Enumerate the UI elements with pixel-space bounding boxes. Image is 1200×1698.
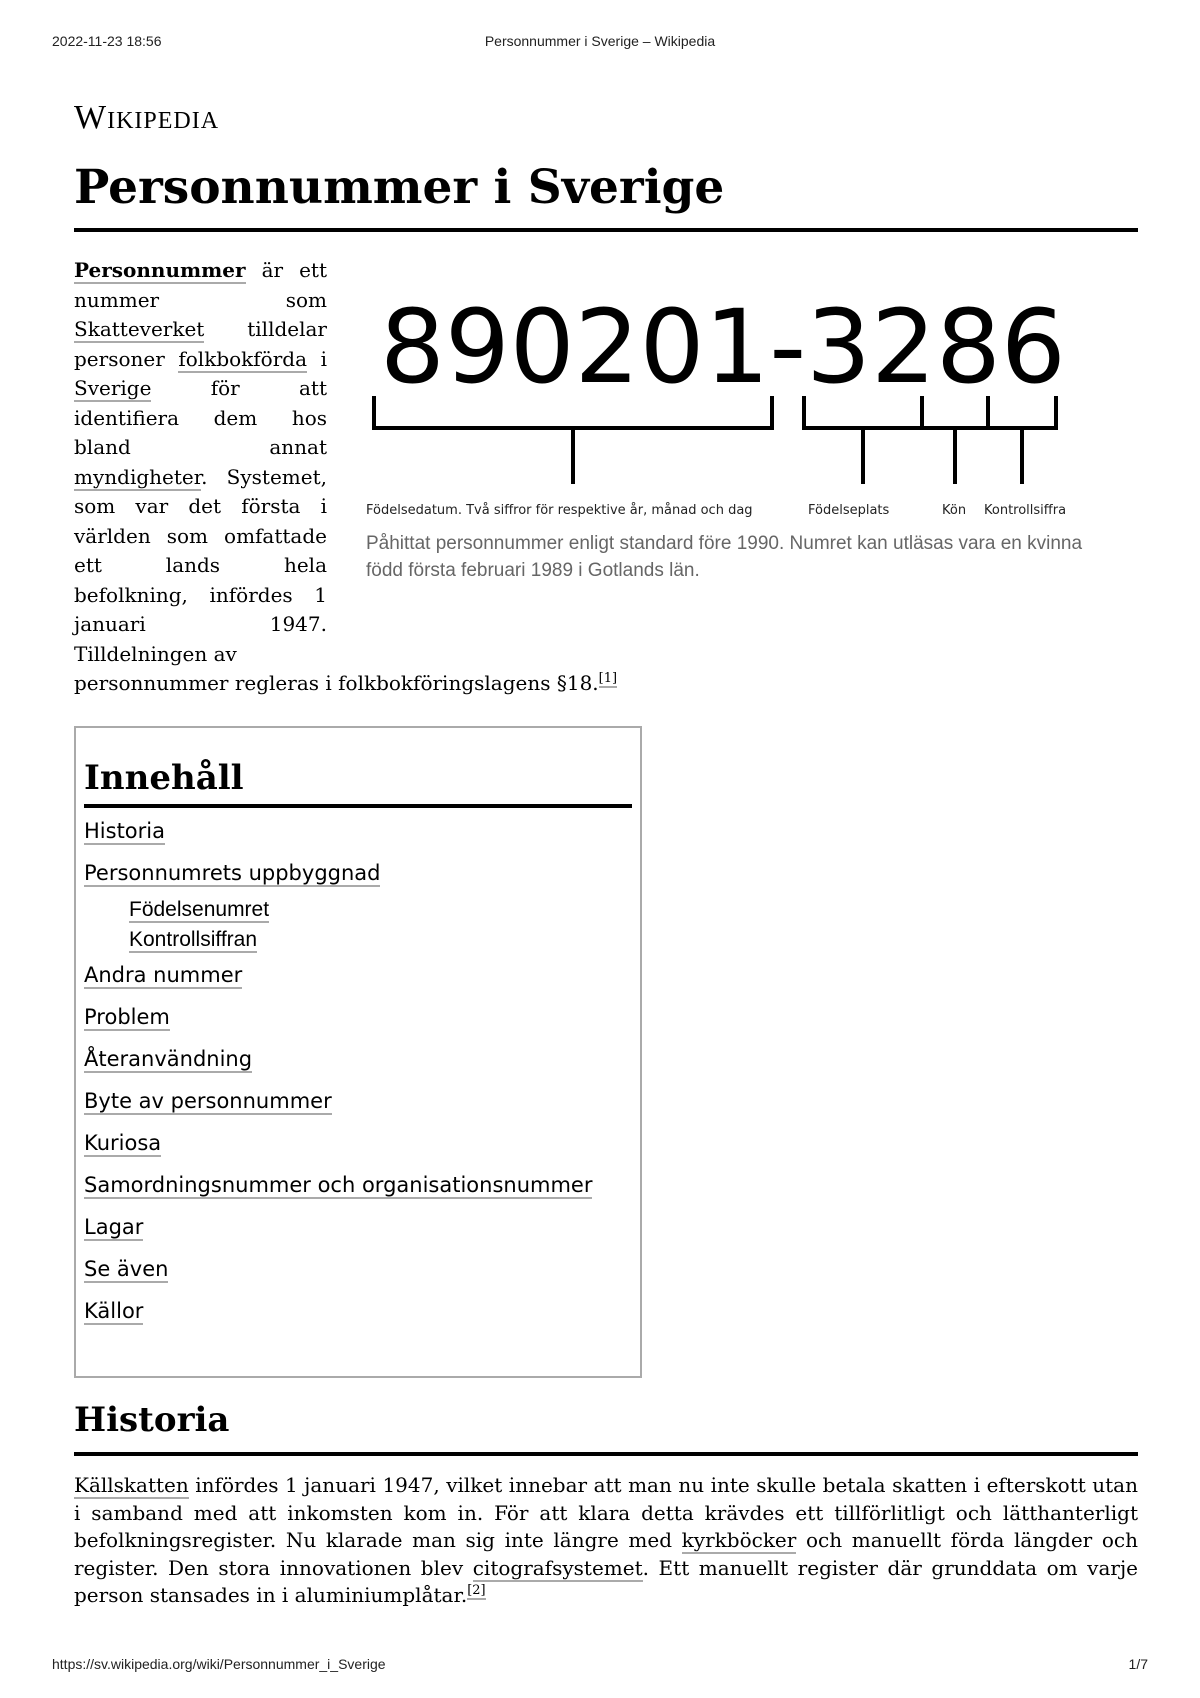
lead-text-5: . Systemet, som var det första i världen som omfattade ett lands hela befolkning, infördes 1 januari 1947. Tilldelningen av (74, 464, 327, 666)
toc-link[interactable]: Samordningsnummer och organisationsnummer (84, 1173, 593, 1197)
print-url: https://sv.wikipedia.org/wiki/Personnummer_i_Sverige (52, 1656, 386, 1672)
historia-text-1: infördes 1 januari 1947, vilket innebar att man nu inte skulle betala skatten i efterskott utan i samband med att inkomsten kom in. För att klara detta krävdes ett tillförlitligt och lätthanterligt befolkningsregister. Nu klarade man sig inte längre med (74, 1473, 1138, 1552)
lead-paragraph (74, 256, 327, 669)
link-citografsystemet[interactable]: citografsystemet (472, 1555, 643, 1580)
toc-item (84, 1172, 632, 1199)
toc-subitem (84, 926, 632, 953)
link-skatteverket[interactable]: Skatteverket (74, 317, 205, 341)
label-birthdate: Födelsedatum. Två siffror för respektive år, månad och dag (366, 503, 753, 518)
section-heading-historia: Historia (74, 1396, 1138, 1456)
reference-1[interactable]: [1] (598, 671, 618, 687)
link-sverige[interactable]: Sverige (74, 376, 152, 400)
toc-link[interactable]: Födelsenumret (129, 898, 270, 921)
link-folkbokforda[interactable]: folkbokförda (178, 346, 308, 371)
toc-link[interactable]: Lagar (84, 1215, 144, 1239)
toc-item (84, 1130, 632, 1157)
toc-list (84, 818, 632, 1325)
lead-paragraph-end (74, 669, 1138, 699)
toc-item (84, 1046, 632, 1073)
link-kallskatten[interactable]: Källskatten (74, 1473, 189, 1497)
toc-item (84, 1256, 632, 1283)
reference-2[interactable]: [2] (467, 1583, 486, 1599)
article (74, 96, 1138, 1607)
print-footer (52, 1656, 1148, 1676)
toc-link[interactable]: Återanvändning (84, 1047, 253, 1071)
lead-text-4: för att identifiera dem hos bland annat (74, 376, 327, 459)
print-date: 2022-11-23 18:56 (52, 33, 162, 49)
print-header (52, 33, 1148, 53)
toc-link[interactable]: Personnumrets uppbyggnad (84, 861, 381, 885)
personnummer-figure (366, 286, 1106, 584)
toc-subitem (84, 896, 632, 923)
lead-text-6: personnummer regleras i folkbokföringslagens §18. (74, 671, 599, 695)
toc-item (84, 1214, 632, 1241)
toc-item (84, 1298, 632, 1325)
print-page-number: 1/7 (1128, 1656, 1148, 1672)
page-title: Personnummer i Sverige (74, 158, 1138, 232)
bracket-lines (374, 396, 1056, 484)
toc-item (84, 1004, 632, 1031)
lead-term[interactable]: Personnummer (74, 258, 246, 282)
diagram-labels (366, 496, 1106, 526)
figure-caption: Påhittat personnummer enligt standard före 1990. Numret kan utläsas vara en kvinna född första februari 1989 i Gotlands län. (366, 533, 1083, 581)
historia-paragraph (74, 1472, 1138, 1610)
toc-link[interactable]: Historia (84, 819, 165, 843)
toc-item (84, 1088, 632, 1115)
toc-link[interactable]: Byte av personnummer (84, 1089, 332, 1113)
toc-item (84, 860, 632, 887)
toc-link[interactable]: Se även (84, 1257, 169, 1281)
toc-item (84, 962, 632, 989)
historia-text-2: och manuellt förda längder och register. Den stora innovationen blev (74, 1528, 1138, 1580)
label-checksum: Kontrollsiffra (984, 503, 1067, 518)
toc-link[interactable]: Andra nummer (84, 963, 243, 987)
lead-text-3: i (307, 346, 327, 371)
personnummer-diagram (366, 286, 1106, 496)
table-of-contents (74, 726, 642, 1378)
label-gender: Kön (942, 503, 967, 518)
lead-text-1: är ett nummer som (74, 258, 327, 312)
link-myndigheter[interactable]: myndigheter (74, 464, 202, 489)
toc-link[interactable]: Källor (84, 1299, 144, 1323)
wikipedia-wordmark[interactable]: Wikipedia (74, 99, 220, 136)
toc-link[interactable]: Kuriosa (84, 1131, 162, 1155)
toc-link[interactable]: Kontrollsiffran (129, 928, 258, 951)
historia-text-3: . Ett manuellt register där grunddata om varje person stansades in i aluminiumplåtar. (74, 1555, 1138, 1607)
toc-link[interactable]: Problem (84, 1005, 170, 1029)
toc-title: Innehåll (84, 754, 632, 808)
toc-item (84, 818, 632, 845)
lead-text-2: tilldelar personer (74, 317, 327, 371)
example-number: 890201-3286 (380, 288, 1066, 407)
link-kyrkbocker[interactable]: kyrkböcker (681, 1528, 797, 1552)
print-title: Personnummer i Sverige – Wikipedia (484, 33, 716, 49)
label-birthplace: Födelseplats (808, 503, 890, 518)
